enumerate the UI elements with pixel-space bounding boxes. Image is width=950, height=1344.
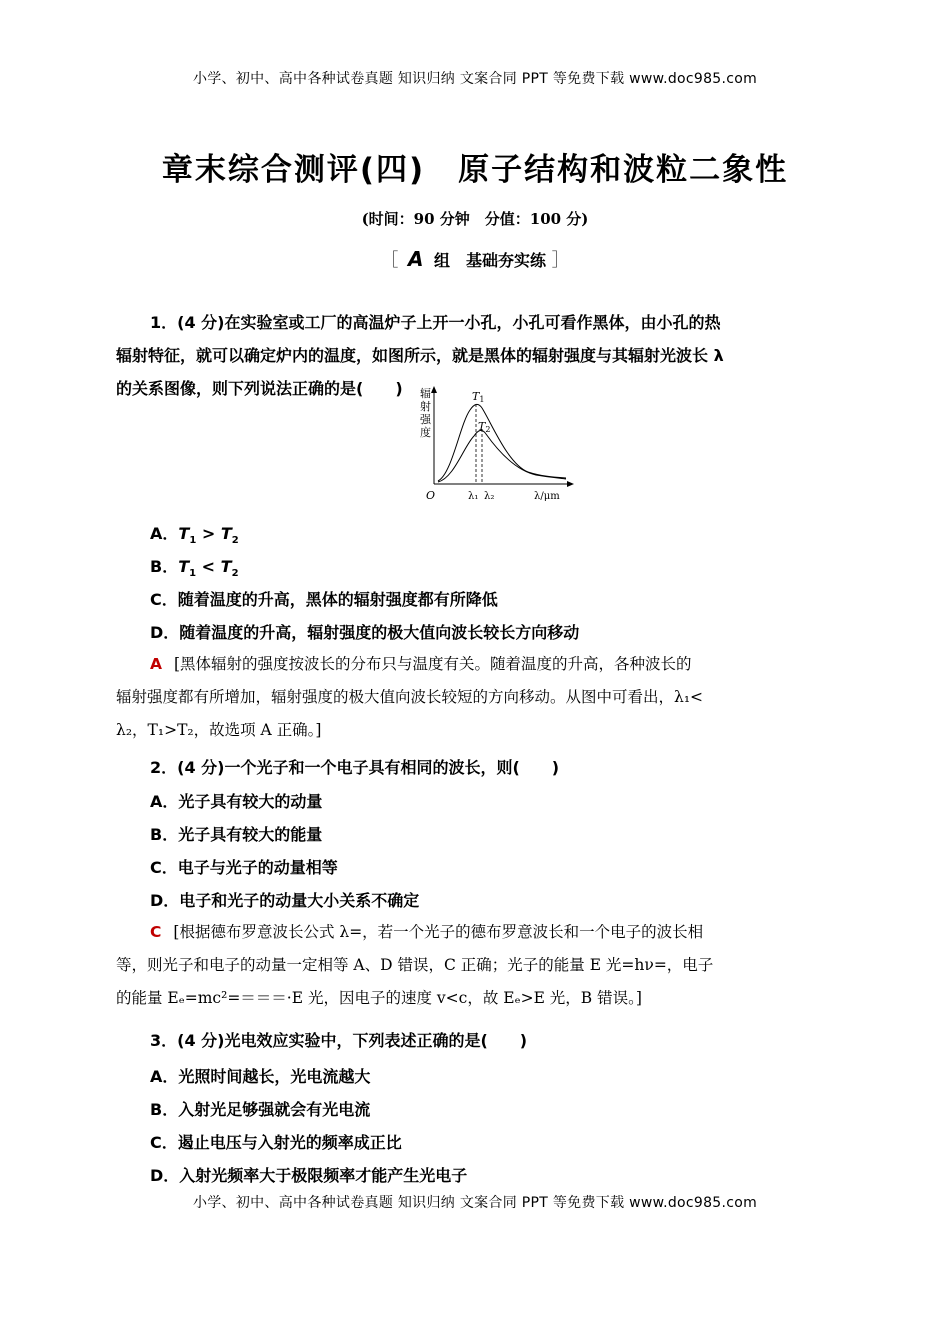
q1-option-c[interactable]: C．随着温度的升高，黑体的辐射强度都有所降低: [150, 590, 498, 609]
x-axis-label: λ/μm: [534, 491, 560, 502]
y-axis-arrow: [431, 386, 437, 393]
group-letter: A: [407, 247, 423, 271]
ylabel-char-4: 度: [420, 426, 431, 439]
lambda2-label: λ₂: [484, 491, 495, 502]
q1-answer-line-3: λ₂，T₁>T₂，故选项 A 正确。]: [116, 721, 322, 739]
x-axis-arrow: [567, 481, 574, 487]
q2-option-a[interactable]: A．光子具有较大的动量: [150, 792, 323, 811]
curve-t1: [438, 404, 566, 481]
bracket-close: ］: [551, 250, 570, 271]
q1-answer-letter: A: [150, 655, 162, 673]
curve-t2: [438, 430, 566, 482]
blackbody-radiation-figure: [412, 384, 582, 506]
q1-answer-line-1: [黑体辐射的强度按波长的分布只与温度有关。随着温度的升高，各种波长的: [174, 655, 692, 673]
exam-info: (时间：90 分钟 分值：100 分): [361, 210, 589, 228]
q3-option-d[interactable]: D．入射光频率大于极限频率才能产生光电子: [150, 1166, 468, 1185]
group-label: 组 基础夯实练: [434, 251, 547, 270]
ylabel-char-2: 射: [420, 400, 431, 413]
q3-option-b[interactable]: B．入射光足够强就会有光电流: [150, 1100, 371, 1119]
ylabel-char-3: 强: [420, 413, 431, 426]
q2-answer-line-2: 等，则光子和电子的动量一定相等 A、D 错误，C 正确；光子的能量 E 光=hν=，电子: [116, 956, 714, 974]
q1-line-2: 辐射特征，就可以确定炉内的温度，如图所示，就是黑体的辐射强度与其辐射光波长 λ: [116, 346, 724, 365]
q1-line-3: 的关系图像，则下列说法正确的是( ): [116, 379, 403, 398]
section-label: [0, 246, 950, 272]
q1-option-b[interactable]: B．$T_1 < T_2$: [150, 557, 239, 580]
ylabel-char-1: 辐: [420, 387, 431, 400]
origin-label: O: [426, 489, 436, 502]
q1-line-1: 1．(4 分)在实验室或工厂的高温炉子上开一小孔，小孔可看作黑体，由小孔的热: [150, 313, 721, 332]
question-2-stem: [116, 757, 838, 779]
q2-answer-letter: C: [150, 923, 162, 941]
q2-answer-line-1: [根据德布罗意波长公式 λ=，若一个光子的德布罗意波长和一个电子的波长相: [173, 923, 704, 941]
q1-answer: [116, 648, 838, 747]
page-title: 章末综合测评(四) 原子结构和波粒二象性: [161, 152, 789, 188]
q3-option-c[interactable]: C．遏止电压与入射光的频率成正比: [150, 1133, 402, 1152]
q3-stem: 3．(4 分)光电效应实验中，下列表述正确的是( ): [150, 1031, 528, 1050]
q1-answer-line-2: 辐射强度都有所增加，辐射强度的极大值向波长较短的方向移动。从图中可看出，λ₁<: [116, 688, 704, 706]
page-footer: 小学、初中、高中各种试卷真题 知识归纳 文案合同 PPT 等免费下载 www.doc985.com: [192, 1195, 758, 1211]
question-3-stem: [116, 1030, 838, 1052]
lambda1-label: λ₁: [468, 491, 479, 502]
q2-option-c[interactable]: C．电子与光子的动量相等: [150, 858, 338, 877]
q3-option-a[interactable]: A．光照时间越长，光电流越大: [150, 1067, 371, 1086]
q2-option-d[interactable]: D．电子和光子的动量大小关系不确定: [150, 891, 420, 910]
q2-option-b[interactable]: B．光子具有较大的能量: [150, 825, 323, 844]
q2-stem: 2．(4 分)一个光子和一个电子具有相同的波长，则( ): [150, 758, 560, 777]
q2-answer: [116, 916, 838, 1015]
page-header: 小学、初中、高中各种试卷真题 知识归纳 文案合同 PPT 等免费下载 www.doc985.com: [192, 71, 758, 87]
q1-option-a[interactable]: A．$T_1 > T_2$: [150, 524, 239, 547]
q2-answer-line-3: 的能量 Eₑ=mc²=＝＝＝·E 光，因电子的速度 v<c，故 Eₑ>E 光，B 错误。]: [116, 989, 642, 1007]
curve-t2-label: T2: [478, 420, 491, 434]
q1-option-d[interactable]: D．随着温度的升高，辐射强度的极大值向波长较长方向移动: [150, 623, 580, 642]
bracket-open: ［: [380, 250, 399, 271]
curve-t1-label: T1: [472, 390, 485, 404]
